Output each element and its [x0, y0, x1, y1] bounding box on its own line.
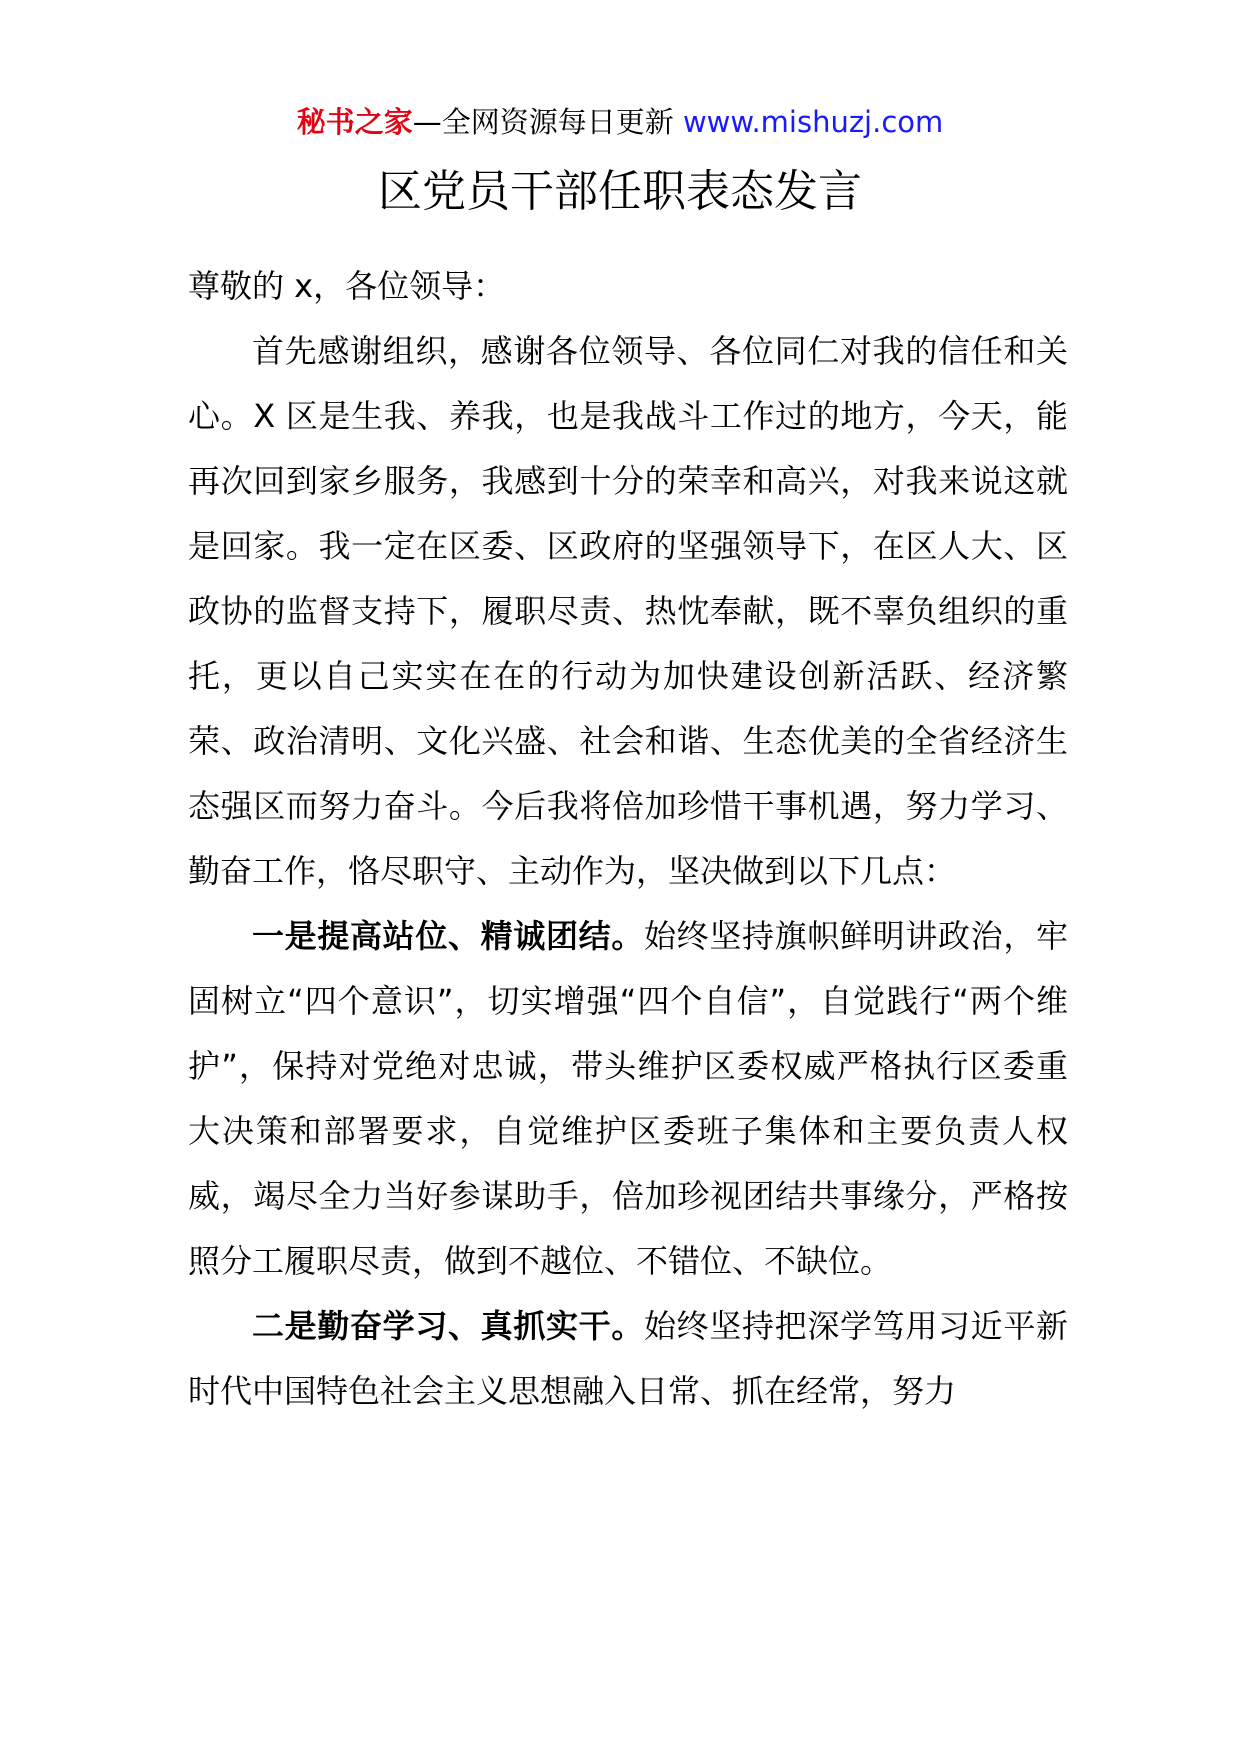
- point-lead-1: 一是提高站位、精诚团结。: [252, 917, 644, 955]
- point-lead-2: 二是勤奋学习、真抓实干。: [252, 1307, 644, 1345]
- point-text-2: 始终坚持把深学笃用习近平新时代中国特色社会主义思想融入日常、抓在经常，努力: [188, 1307, 1068, 1410]
- site-brand: 秘书之家: [296, 105, 413, 139]
- document-body: [188, 254, 1068, 1424]
- point-paragraph-1: [188, 904, 1068, 1294]
- point-paragraph-2: [188, 1294, 1068, 1424]
- salutation: 尊敬的 x，各位领导：: [188, 267, 506, 305]
- site-url-link[interactable]: www.mishuzj.com: [682, 105, 944, 139]
- intro-paragraph: 首先感谢组织，感谢各位领导、各位同仁对我的信任和关心。X 区是生我、养我，也是我战斗工作过的地方，今天，能再次回到家乡服务，我感到十分的荣幸和高兴，对我来说这就是回家。我一定在区委、区政府的坚强领导下，在区人大、区政协的监督支持下，履职尽责、热忱奉献，既不辜负组织的重托，更以自己实实在在的行动为加快建设创新活跃、经济繁荣、政治清明、文化兴盛、社会和谐、生态优美的全省经济生态强区而努力奋斗。今后我将倍加珍惜干事机遇，努力学习、勤奋工作，恪尽职守、主动作为，坚决做到以下几点：: [188, 332, 1068, 890]
- site-header: [0, 100, 1240, 144]
- site-tagline: —全网资源每日更新: [412, 105, 683, 139]
- point-text-1: 始终坚持旗帜鲜明讲政治，牢固树立“四个意识”，切实增强“四个自信”，自觉践行“两个维护”，保持对党绝对忠诚，带头维护区委权威严格执行区委重大决策和部署要求，自觉维护区委班子集体和主要负责人权威，竭尽全力当好参谋助手，倍加珍视团结共事缘分，严格按照分工履职尽责，做到不越位、不错位、不缺位。: [188, 917, 1068, 1280]
- document-title: 区党员干部任职表态发言: [378, 166, 862, 217]
